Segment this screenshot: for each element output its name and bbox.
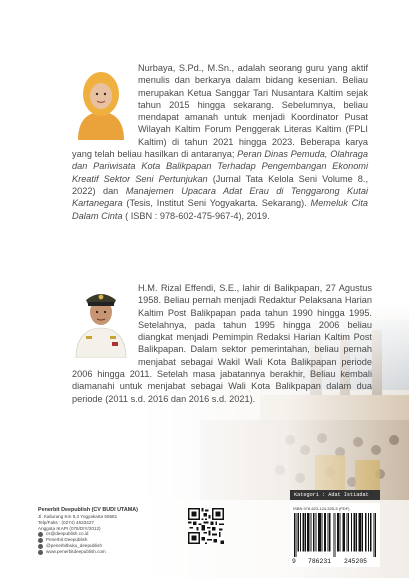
publisher-phone: Telp/Faks : (0274) 4533427 [38, 519, 94, 525]
author-2-bio [72, 282, 372, 405]
publisher-membership: Anggota IKAPI (076/DIY/2012) [38, 525, 101, 531]
bio-1-part-4: ( ISBN : 978-602-475-967-4), 2019. [122, 210, 270, 221]
author-1-bio [72, 62, 368, 222]
category-label: Kategori : Adat Istiadat [290, 490, 380, 500]
barcode-digit-group-1: 9 [292, 558, 296, 565]
barcode-bars [294, 513, 376, 557]
facebook-icon [38, 538, 43, 543]
bio-1-part-1: Nurbaya, S.Pd., M.Sn., adalah seorang guru yang aktif menulis dan berkarya dalam bidang kesenian. Beliau merupakan Ketua Sanggar Tari Nusantara Kaltim sejak tahun 2015 hingga sekarang. Sebelumnya, beliau mendapat amanah untuk menjadi Koordinator Pusat Wilayah Kaltim Forum Penggerak Literas Kaltim (FPLI Kaltim) di tahun 2021 hingga 2023. Beberapa karya yang telah beliau hasilkan di antaranya; [72, 63, 368, 160]
bio-2-text: H.M. Rizal Effendi, S.E., lahir di Balikpapan, 27 Agustus 1958. Beliau pernah menjadi Redaktur Pelaksana Harian Kaltim Post Balikpapan pada tahun 1990 hingga 1995. Setelahnya, pada tahun 1995 hingga 2006 beliau diangkat menjadi Pemimpin Redaksi Harian Kaltim Post Balikpapan. Dalam sektor pemerintahan, beliau pernah menjabat sebagai Wakil Wali Kota Balikpapan periode 2006 hingga 2011. Setelah masa jabatannya berakhir, Beliau kembali diamanahi untuk menjabat sebagai Wali Kota Balikpapan dalam dua periode (2011 s.d. 2016 dan 2016 s.d. 2021). [72, 283, 372, 404]
isbn-barcode [290, 503, 380, 567]
isbn-text: ISBN 978-623-124-525-5 (PDF) [293, 506, 350, 511]
bio-1-work-1: Peran Dinas Pemuda, Olahraga dan Pariwisata Kota Balikpapan Terhadap Pengembangan Ekonomi Kreatif Sektor Seni Pertunjukan [72, 149, 368, 184]
publisher-info [38, 507, 178, 555]
photo-spacer [72, 62, 138, 146]
publisher-email-text: cs@deepublish.co.id [46, 531, 89, 537]
barcode-digit-group-2: 786231 [308, 558, 332, 565]
publisher-website-text: www.penerbitdeepublish.com [46, 549, 106, 555]
qr-code[interactable] [188, 508, 224, 544]
web-icon [38, 550, 43, 555]
bio-1-work-3: Memeluk Cita Dalam Cinta [72, 198, 368, 221]
barcode-digit-group-3: 245205 [344, 558, 368, 565]
publisher-address: Jl. Kaliurang Km 9,3 Yogyakarta 55581 [38, 514, 118, 519]
publisher-instagram-text: @penerbitbuku_deepublish [46, 543, 103, 549]
instagram-icon [38, 544, 43, 549]
bio-1-part-2: (Jurnal Tata Kelola Seni Volume 8., 2022) dan [72, 173, 369, 196]
email-icon [38, 532, 43, 537]
bio-1-work-2: Manajemen Upacara Adat Erau di Tenggarong Kutai Kartanegara [72, 185, 368, 209]
photo-spacer [72, 282, 138, 364]
publisher-name: Penerbit Deepublish (CV BUDI UTAMA) [38, 507, 138, 513]
publisher-website[interactable] [38, 549, 178, 555]
publisher-facebook-text: Penerbit Deepublish [46, 537, 88, 543]
bio-1-part-3: (Tesis, Institut Seni Yogyakarta. Sekarang). [122, 198, 311, 209]
